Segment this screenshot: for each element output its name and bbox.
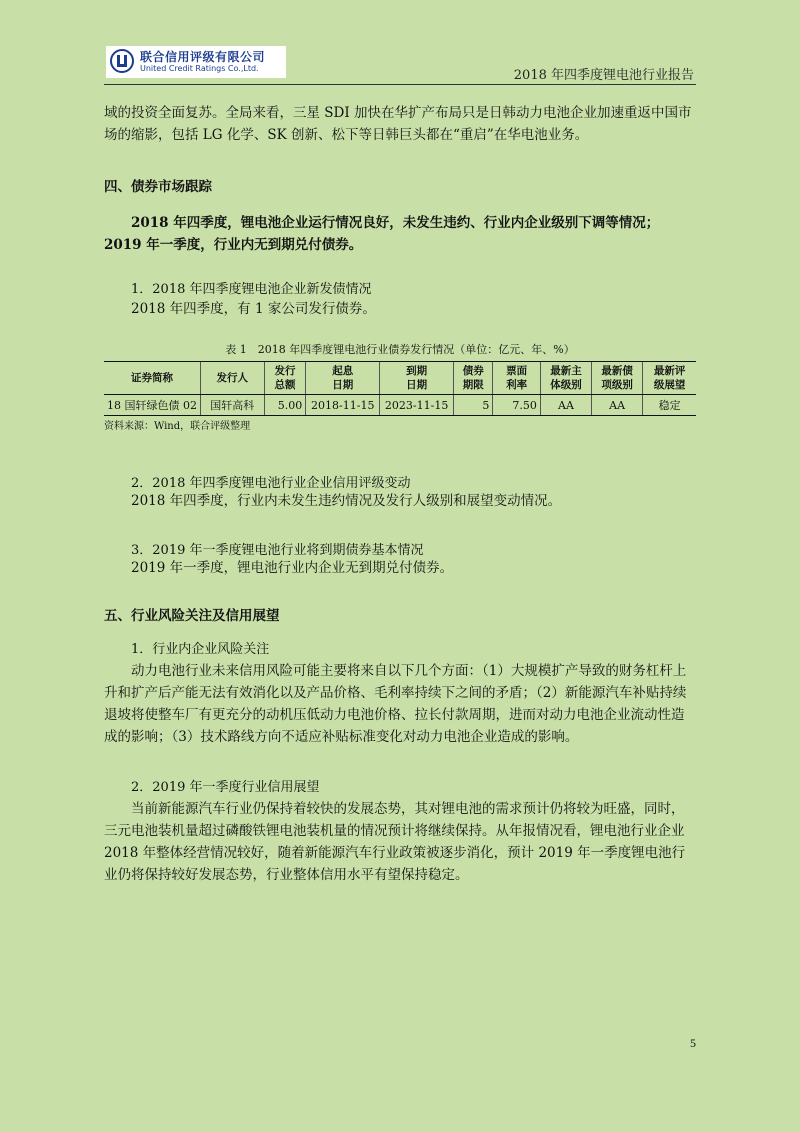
page-header [104, 44, 696, 84]
section4-sub3-text: 2019 年一季度，锂电池行业内企业无到期兑付债券。 [131, 560, 454, 576]
section4-sub1-text: 2018 年四季度，有 1 家公司发行债券。 [131, 301, 376, 317]
col-header: 票面 利率 [493, 362, 541, 395]
table-cell: AA [592, 395, 643, 416]
section5-sub1-text: 动力电池行业未来信用风险可能主要将来自以下几个方面：（1）大规模扩产导致的财务杠杆上升和扩产后产能无法有效消化以及产品价格、毛利率持续下之间的矛盾；（2）新能源汽车补贴持续退坡将使整车厂有更充分的动机压低动力电池价格、拉长付款周期，进而对动力电池企业流动性造成的影响；（3）技术路线方向不适应补贴标准变化对动力电池企业造成的影响。 [104, 663, 687, 745]
table-cell: 2018-11-15 [306, 395, 380, 416]
section5-sub1-title: 1．行业内企业风险关注 [131, 642, 270, 657]
table-source-note: 资料来源：Wind，联合评级整理 [104, 421, 251, 432]
col-header: 证券简称 [104, 362, 201, 395]
table-cell: 2023-11-15 [380, 395, 454, 416]
section5-sub2-title: 2．2019 年一季度行业信用展望 [131, 780, 320, 795]
section5-heading: 五、行业风险关注及信用展望 [104, 608, 280, 624]
col-header: 起息 日期 [306, 362, 380, 395]
bond-issuance-table [104, 361, 696, 416]
company-logo-icon [110, 49, 134, 73]
table-cell: 5.00 [264, 395, 306, 416]
col-header: 最新主 体级别 [540, 362, 591, 395]
section4-heading: 四、债券市场跟踪 [104, 179, 212, 195]
table-cell: 18 国轩绿色债 02 [104, 395, 201, 416]
col-header: 到期 日期 [380, 362, 454, 395]
table-caption: 表 1 2018 年四季度锂电池行业债券发行情况（单位：亿元、年、%） [225, 343, 575, 356]
table-row [104, 395, 696, 416]
logo-chinese-name: 联合信用评级有限公司 [140, 50, 266, 64]
col-header: 债券 期限 [454, 362, 493, 395]
col-header: 发行 总额 [264, 362, 306, 395]
table-cell: 稳定 [643, 395, 696, 416]
col-header: 最新债 项级别 [592, 362, 643, 395]
table-cell: 7.50 [493, 395, 541, 416]
col-header: 发行人 [201, 362, 265, 395]
logo-english-name: United Credit Ratings Co.,Ltd. [140, 64, 259, 73]
section4-summary: 2018 年四季度，锂电池企业运行情况良好，未发生违约、行业内企业级别下调等情况；2019 年一季度，行业内无到期兑付债券。 [104, 215, 660, 253]
col-header: 最新评 级展望 [643, 362, 696, 395]
table-cell: AA [540, 395, 591, 416]
page-number: 5 [690, 1036, 696, 1050]
intro-paragraph: 域的投资全面复苏。全局来看，三星 SDI 加快在华扩产布局只是日韩动力电池企业加速重返中国市场的缩影，包括 LG 化学、SK 创新、松下等日韩巨头都在“重启”在华电池业务。 [104, 105, 692, 143]
table-cell: 国轩高科 [201, 395, 265, 416]
section5-sub2-text: 当前新能源汽车行业仍保持着较快的发展态势，其对锂电池的需求预计仍将较为旺盛，同时，三元电池装机量超过磷酸铁锂电池装机量的情况预计将继续保持。从年报情况看，锂电池行业企业 2018 年整体经营情况较好，随着新能源汽车行业政策被逐步消化，预计 2019 年一季度锂电池行业仍将保持较好发展态势，行业整体信用水平有望保持稳定。 [104, 801, 686, 883]
company-logo [106, 46, 286, 78]
section4-sub2-text: 2018 年四季度，行业内未发生违约情况及发行人级别和展望变动情况。 [131, 493, 562, 509]
section4-sub2-title: 2．2018 年四季度锂电池行业企业信用评级变动 [131, 476, 411, 491]
section4-sub3-title: 3．2019 年一季度锂电池行业将到期债券基本情况 [131, 543, 424, 558]
header-divider [104, 84, 696, 85]
report-title: 2018 年四季度锂电池行业报告 [513, 68, 694, 83]
table-header-row [104, 362, 696, 395]
section4-sub1-title: 1．2018 年四季度锂电池企业新发债情况 [131, 282, 372, 297]
table-cell: 5 [454, 395, 493, 416]
